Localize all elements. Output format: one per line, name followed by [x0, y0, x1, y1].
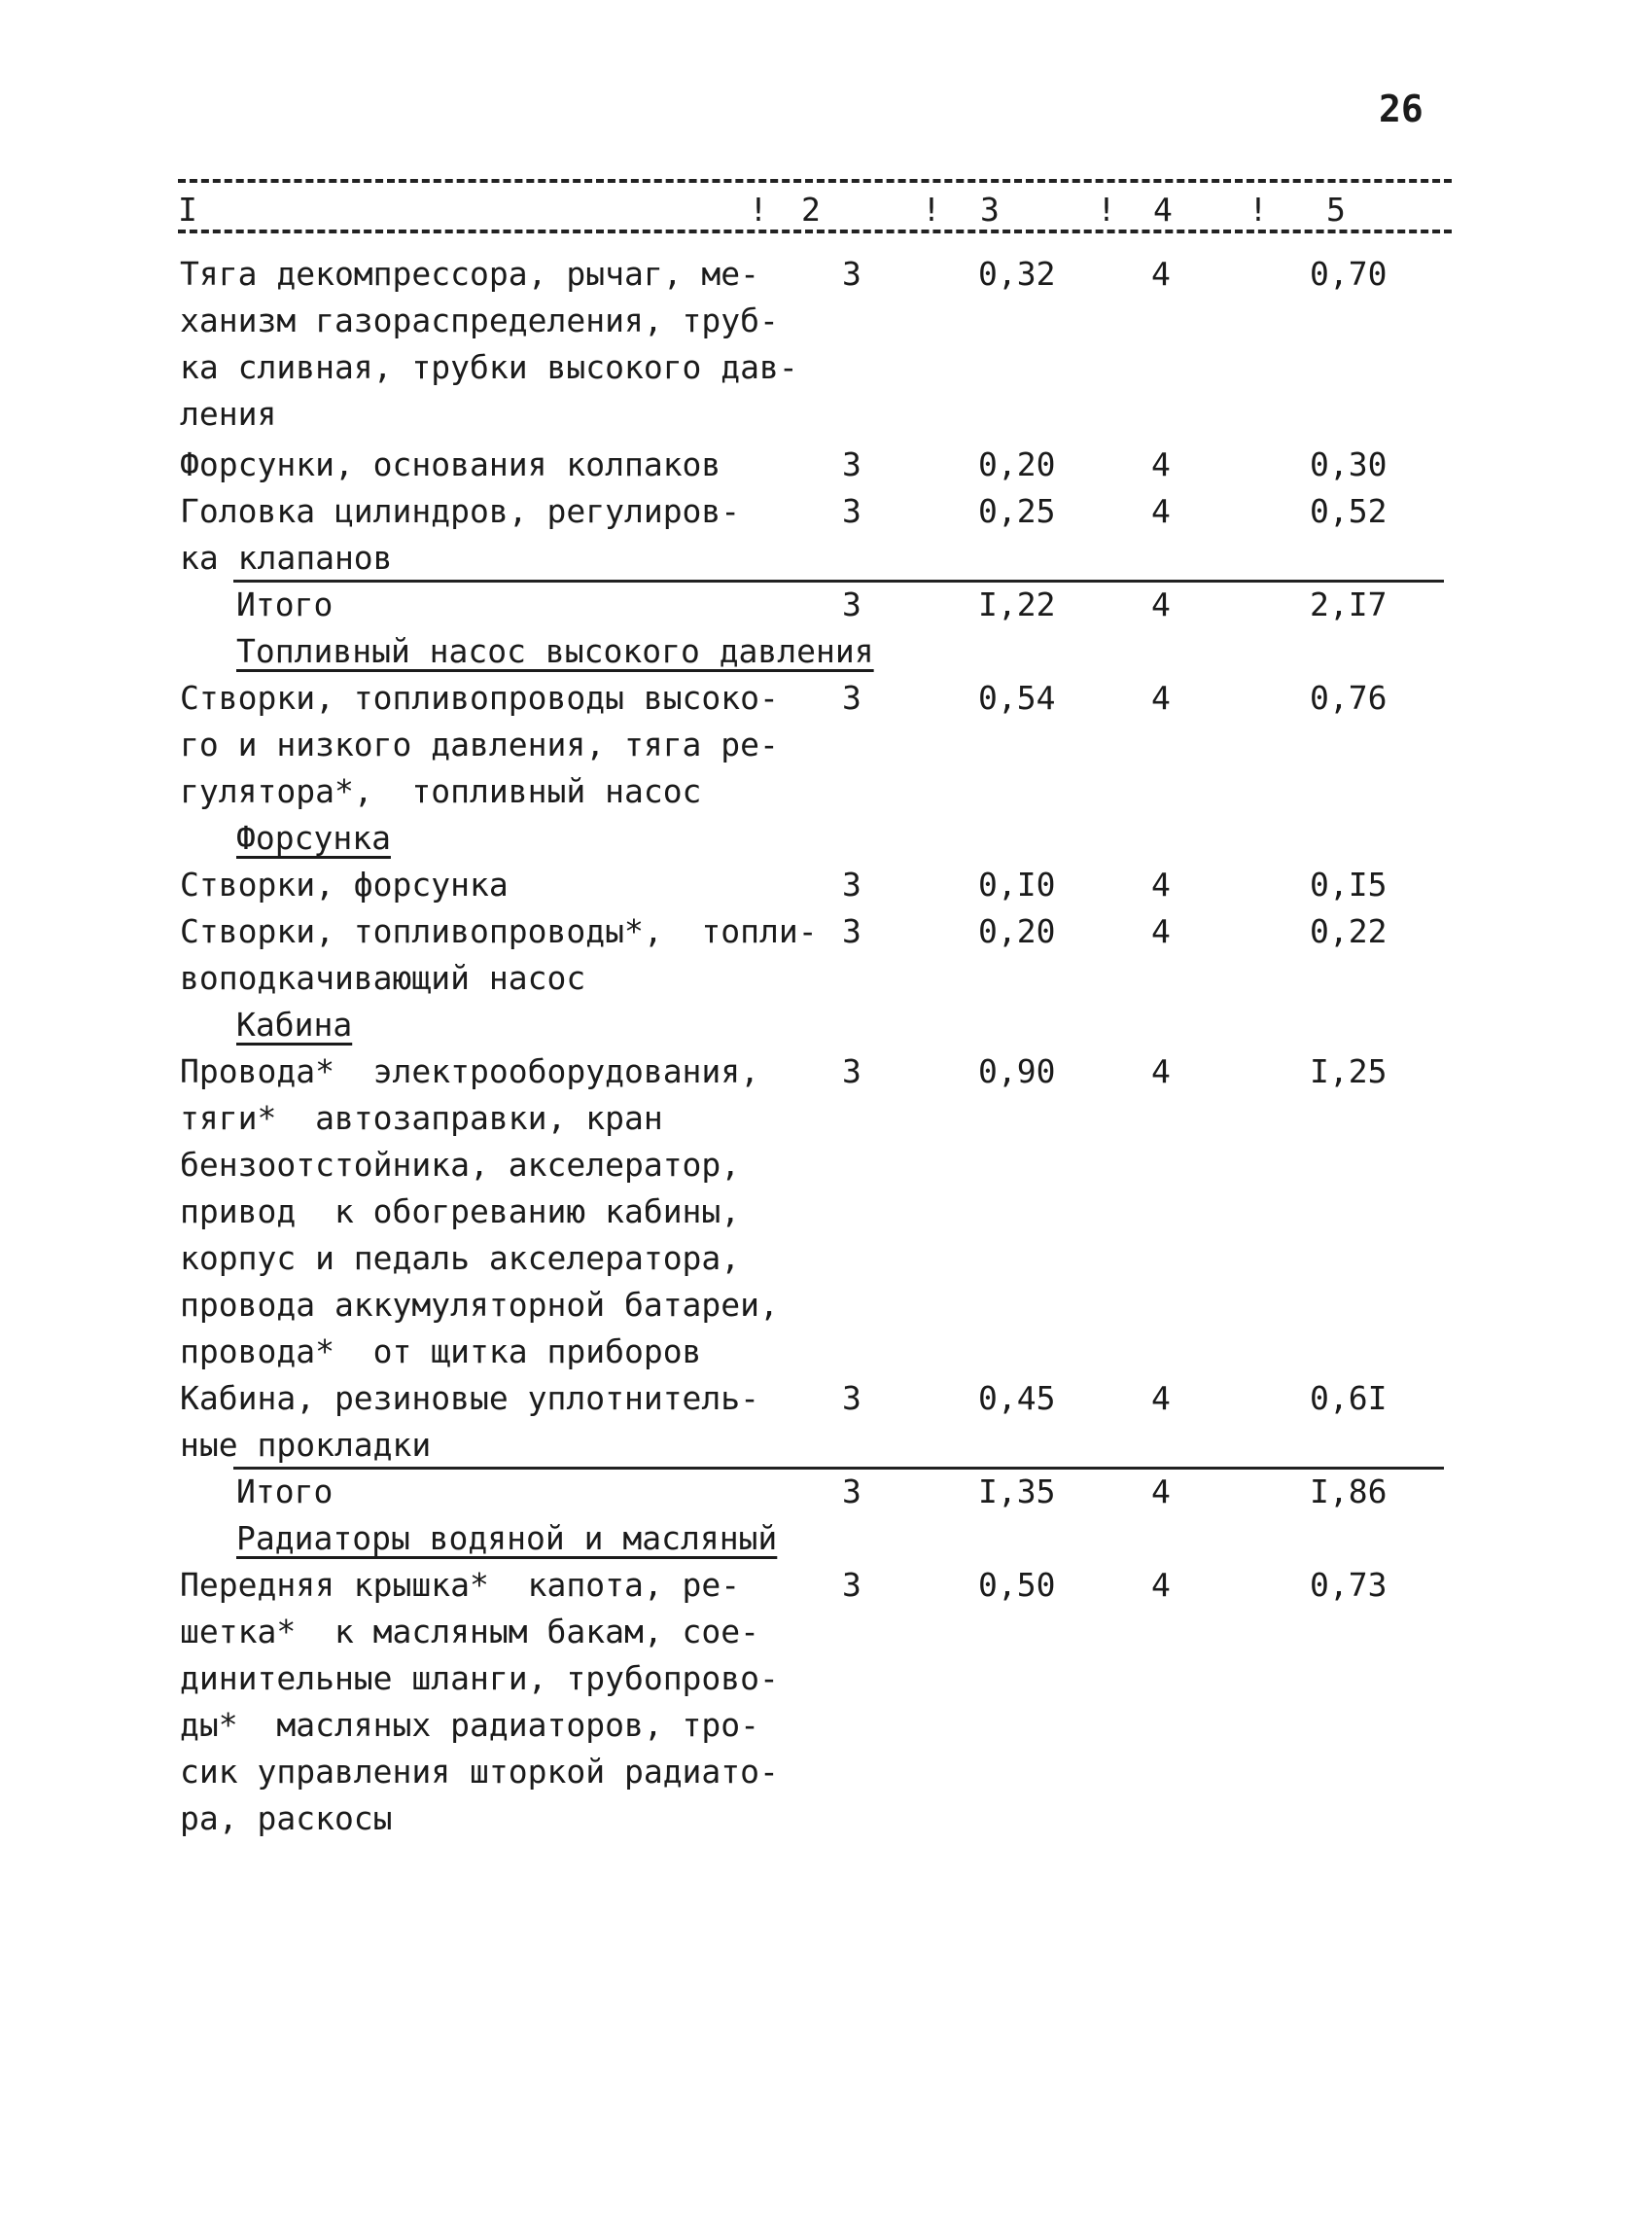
- section-heading: Топливный насос высокого давления: [236, 632, 874, 670]
- table-cell-col2: 3: [842, 912, 861, 950]
- table-row-description: Тяга декомпрессора, рычаг, ме- ханизм газораспределения, труб- ка сливная, трубки высокого дав- ления: [180, 255, 798, 433]
- table-cell-col3: I,22: [978, 585, 1056, 623]
- table-cell-col4: 4: [1151, 255, 1171, 293]
- header-bottom-dashed-rule: [178, 230, 1452, 233]
- section-heading: Кабина: [236, 1006, 353, 1044]
- table-cell-col5: 0,52: [1310, 492, 1388, 530]
- table-cell-col3: 0,20: [978, 912, 1056, 950]
- table-cell-col2: 3: [842, 1052, 861, 1090]
- table-cell-col4: 4: [1151, 1052, 1171, 1090]
- table-row-description: Головка цилиндров, регулиров- ка клапанов: [180, 492, 741, 577]
- table-row-description: Провода* электрооборудования, тяги* автозаправки, кран бензоотстойника, акселератор, привод к обогреванию кабины, корпус и педаль акселератора, провода аккумуляторной батареи, провода* от щитка приборов: [180, 1052, 779, 1370]
- page-number: 26: [1379, 88, 1424, 130]
- table-cell-col5: 0,70: [1310, 255, 1388, 293]
- header-separator: !: [749, 191, 768, 229]
- table-cell-col2: 3: [842, 255, 861, 293]
- table-cell-col5: 0,6I: [1310, 1379, 1388, 1417]
- table-cell-col3: 0,I0: [978, 866, 1056, 904]
- table-cell-col4: 4: [1151, 492, 1171, 530]
- table-cell-col3: 0,50: [978, 1566, 1056, 1604]
- table-cell-col3: 0,54: [978, 679, 1056, 717]
- header-col-2: 2: [801, 191, 821, 229]
- table-cell-col3: 0,32: [978, 255, 1056, 293]
- table-cell-col4: 4: [1151, 1379, 1171, 1417]
- table-row-description: Створки, форсунка: [180, 866, 509, 904]
- table-cell-col4: 4: [1151, 866, 1171, 904]
- section-heading: Форсунка: [236, 819, 391, 857]
- subtotal-rule: [233, 580, 1444, 583]
- subtotal-rule: [233, 1467, 1444, 1470]
- table-row-description: Передняя крышка* капота, ре- шетка* к масляным бакам, сое- динительные шланги, трубопрово- ды* масляных радиаторов, тро- сик управления шторкой радиато- ра, раскосы: [180, 1566, 779, 1837]
- table-cell-col2: 3: [842, 1379, 861, 1417]
- header-top-dashed-rule: [178, 179, 1452, 183]
- table-cell-col5: 2,I7: [1310, 585, 1388, 623]
- header-separator: !: [922, 191, 941, 229]
- header-separator: !: [1097, 191, 1116, 229]
- table-row-description: Форсунки, основания колпаков: [180, 445, 721, 483]
- table-cell-col3: I,35: [978, 1472, 1056, 1510]
- table-cell-col4: 4: [1151, 1472, 1171, 1510]
- table-cell-col4: 4: [1151, 1566, 1171, 1604]
- table-cell-col2: 3: [842, 1472, 861, 1510]
- section-heading: Радиаторы водяной и масляный: [236, 1519, 778, 1557]
- header-col-5: 5: [1326, 191, 1346, 229]
- header-col-3: 3: [980, 191, 1000, 229]
- table-cell-col3: 0,25: [978, 492, 1056, 530]
- header-col-1: I: [178, 191, 197, 229]
- table-row-description: Створки, топливопроводы*, топли- воподкачивающий насос: [180, 912, 818, 997]
- table-cell-col2: 3: [842, 679, 861, 717]
- table-cell-col3: 0,45: [978, 1379, 1056, 1417]
- table-cell-col5: 0,76: [1310, 679, 1388, 717]
- table-row-description: Кабина, резиновые уплотнитель- ные прокладки: [180, 1379, 760, 1464]
- table-cell-col2: 3: [842, 445, 861, 483]
- table-cell-col5: I,25: [1310, 1052, 1388, 1090]
- table-cell-col2: 3: [842, 492, 861, 530]
- header-separator: !: [1248, 191, 1268, 229]
- table-cell-col5: 0,I5: [1310, 866, 1388, 904]
- table-cell-col4: 4: [1151, 445, 1171, 483]
- table-cell-col5: 0,30: [1310, 445, 1388, 483]
- subtotal-label: Итого: [236, 585, 334, 623]
- table-cell-col3: 0,20: [978, 445, 1056, 483]
- table-cell-col4: 4: [1151, 585, 1171, 623]
- table-cell-col2: 3: [842, 585, 861, 623]
- table-cell-col2: 3: [842, 1566, 861, 1604]
- table-cell-col5: 0,73: [1310, 1566, 1388, 1604]
- header-col-4: 4: [1153, 191, 1173, 229]
- table-cell-col4: 4: [1151, 679, 1171, 717]
- table-row-description: Створки, топливопроводы высоко- го и низкого давления, тяга ре- гулятора*, топливный насос: [180, 679, 779, 810]
- table-cell-col3: 0,90: [978, 1052, 1056, 1090]
- subtotal-label: Итого: [236, 1472, 334, 1510]
- table-cell-col5: I,86: [1310, 1472, 1388, 1510]
- table-cell-col2: 3: [842, 866, 861, 904]
- table-cell-col4: 4: [1151, 912, 1171, 950]
- table-cell-col5: 0,22: [1310, 912, 1388, 950]
